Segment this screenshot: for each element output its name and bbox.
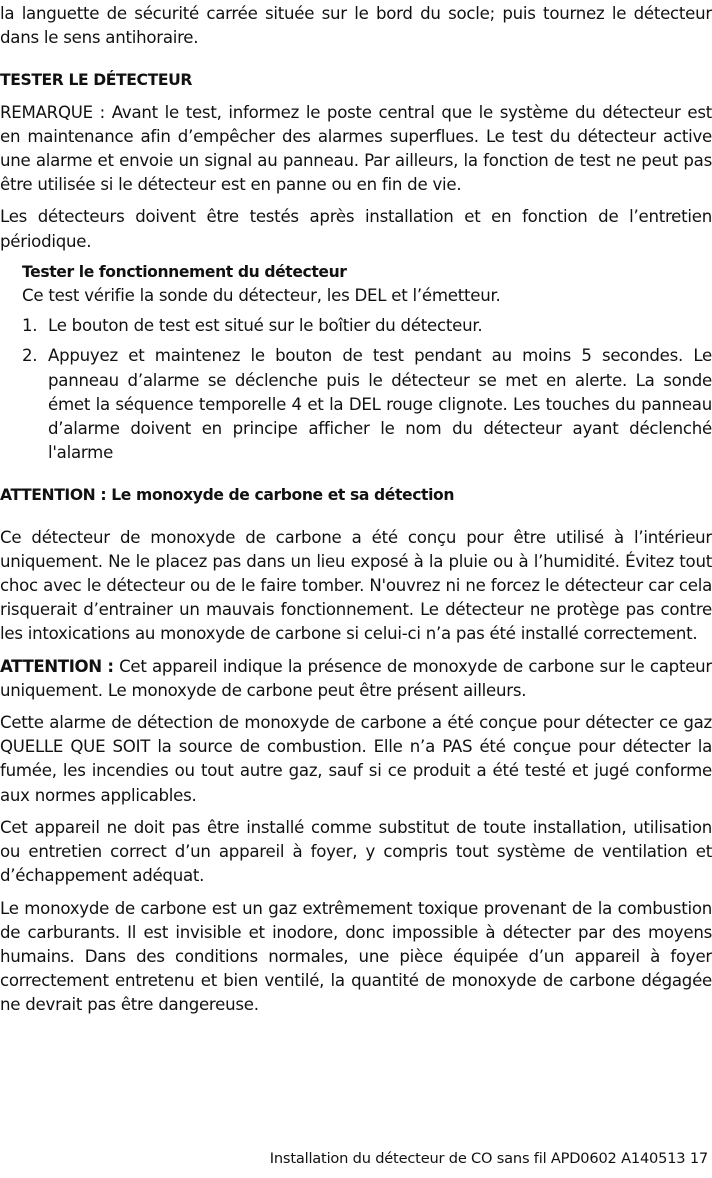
test-steps-list [0, 314, 712, 465]
step-text: Le bouton de test est situé sur le boîtier du détecteur. [48, 316, 483, 336]
intro-fragment: la languette de sécurité carrée située sur le bord du socle; puis tournez le détecteur dans le sens antihoraire. [0, 4, 712, 48]
attention-paragraph-2 [0, 655, 712, 703]
document-body [0, 2, 712, 1018]
attention-paragraph-5: Le monoxyde de carbone est un gaz extrêmement toxique provenant de la combustion de carburants. Il est invisible et inodore, donc impossible à détecter par des moyens humains. Dans des conditions normales, une pièce équipée d’un appareil à foyer correctement entretenu et bien ventilé, la quantité de monoxyde de carbone dégagée ne devrait pas être dangereuse. [0, 898, 712, 1015]
footer-doc-title: Installation du détecteur de CO sans fil APD0602 A140513 [269, 1150, 686, 1167]
step-text: Appuyez et maintenez le bouton de test pendant au moins 5 secondes. Le panneau d’alarme se déclenche puis le détecteur se met en alerte. La sonde émet la séquence temporelle 4 et la DEL rouge clignote. Les touches du panneau d’alarme doivent en principe afficher le nom du détecteur ayant déclenché l'alarme [48, 346, 712, 463]
section-title-attention: ATTENTION : Le monoxyde de carbone et sa détection [0, 486, 455, 505]
test-paragraph: Les détecteurs doivent être testés après installation et en fonction de l’entretien périodique. [0, 207, 712, 251]
page-number: 17 [689, 1150, 708, 1167]
attention-text: Cet appareil indique la présence de monoxyde de carbone sur le capteur uniquement. Le monoxyde de carbone peut être présent ailleurs. [0, 656, 712, 700]
step-number: 1. [22, 316, 38, 336]
page-footer [270, 1149, 708, 1169]
list-item [0, 314, 712, 338]
attention-label: ATTENTION : [0, 656, 114, 676]
test-note: REMARQUE : Avant le test, informez le poste central que le système du détecteur est en maintenance afin d’empêcher des alarmes superflues. Le test du détecteur active une alarme et envoie un signal au panneau. Par ailleurs, la fonction de test ne peut pas être utilisée si le détecteur est en panne ou en fin de vie. [0, 102, 712, 195]
attention-paragraph-3: Cette alarme de détection de monoxyde de carbone a été conçue pour détecter ce gaz QUELLE QUE SOIT la source de combustion. Elle n’a PAS été conçue pour détecter la fumée, les incendies ou tout autre gaz, sauf si ce produit a été testé et jugé conforme aux normes applicables. [0, 713, 712, 805]
list-item [0, 344, 712, 465]
test-procedure-text: Ce test vérifie la sonde du détecteur, les DEL et l’émetteur. [22, 286, 501, 306]
step-number: 2. [22, 346, 38, 366]
section-title-test: TESTER LE DÉTECTEUR [0, 71, 192, 90]
attention-paragraph-4: Cet appareil ne doit pas être installé comme substitut de toute installation, utilisation ou entretien correct d’un appareil à foyer, y compris tout système de ventilation et d’échappement adéquat. [0, 817, 712, 886]
test-procedure-block [0, 260, 712, 308]
test-procedure-title: Tester le fonctionnement du détecteur [22, 262, 347, 281]
attention-paragraph-1: Ce détecteur de monoxyde de carbone a été conçu pour être utilisé à l’intérieur uniquement. Ne le placez pas dans un lieu exposé à la pluie ou à l’humidité. Évitez tout choc avec le détecteur ou de le faire tomber. N'ouvrez ni ne forcez le détecteur car cela risquerait d’entrainer un mauvais fonctionnement. Le détecteur ne protège pas contre les intoxications au monoxyde de carbone si celui-ci n’a pas été installé correctement. [0, 527, 712, 644]
